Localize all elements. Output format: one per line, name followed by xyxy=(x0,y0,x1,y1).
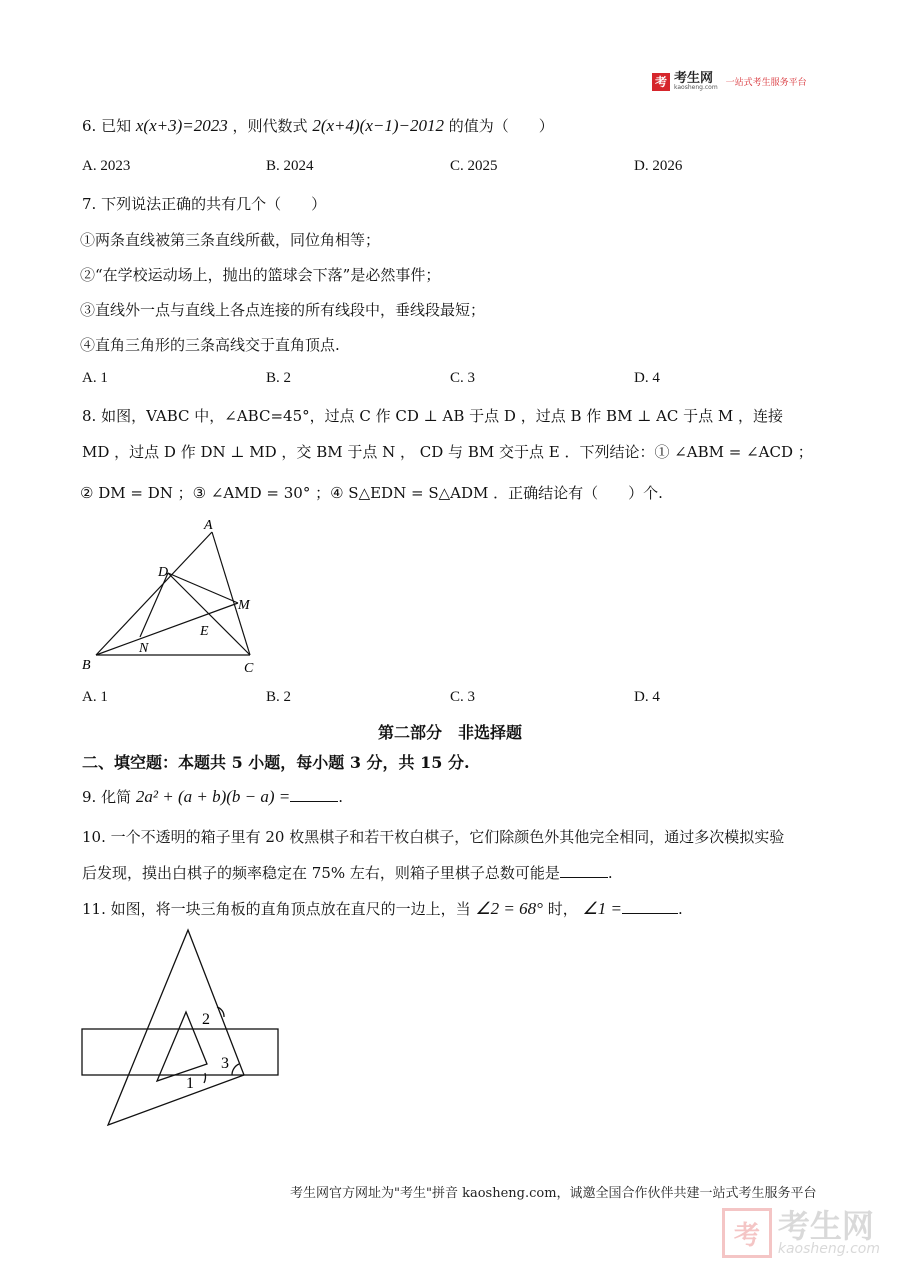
q7-option-a: A. 1 xyxy=(82,370,108,386)
q7-option-c: C. 3 xyxy=(450,370,476,386)
segment-ba xyxy=(96,532,212,655)
q6-expression: 2(x+4)(x−1)−2012 xyxy=(312,116,444,135)
q7-option-d: D. 4 xyxy=(634,370,660,386)
label-e: E xyxy=(200,624,209,639)
q10-line-1: 10. 一个不透明的箱子里有 20 枚黑棋子和若干枚白棋子，它们除颜色外其他完全相同，通过多次模拟实验 xyxy=(82,828,785,846)
logo-icon: 考 xyxy=(652,73,670,91)
label-c: C xyxy=(244,661,254,676)
q7-statement-2: ②“在学校运动场上，抛出的篮球会下落”是必然事件； xyxy=(80,266,441,284)
logo-slogan: 一站式考生服务平台 xyxy=(725,78,807,88)
segment-dn xyxy=(140,573,168,637)
q11-figure xyxy=(78,925,288,1135)
label-m: M xyxy=(238,598,250,613)
triangle-outer xyxy=(108,930,244,1125)
q10-answer-blank xyxy=(560,863,608,878)
q8-line-1: 8. 如图，VABC 中，∠ABC=45°，过点 C 作 CD ⊥ AB 于点 D ，过点 B 作 BM ⊥ AC 于点 M ，连接 xyxy=(82,407,784,425)
q7-statement-4: ④直角三角形的三条高线交于直角顶点. xyxy=(80,336,340,354)
header-logo xyxy=(652,72,807,91)
q6-option-b: B. 2024 xyxy=(266,158,314,174)
label-d: D xyxy=(158,565,169,580)
q8-line-2: MD ，过点 D 作 DN ⊥ MD ，交 BM 于点 N ， CD 与 BM 交于点 E ．下列结论：① ∠ABM = ∠ACD ； xyxy=(82,443,813,461)
q8-line-3: ② DM = DN ；③ ∠AMD = 30° ；④ S△EDN = S△ADM ．正确结论有（ ）个. xyxy=(80,484,663,502)
label-n: N xyxy=(139,641,149,656)
q8-option-b: B. 2 xyxy=(266,689,292,705)
question-11: 11. 如图，将一块三角板的直角顶点放在直尺的一边上，当 ∠2 = 68° 时， ∠1 = . xyxy=(82,899,683,918)
angle-label-1: 1 xyxy=(186,1075,194,1092)
watermark-name: 考生网 xyxy=(777,1207,874,1245)
angle-label-3: 3 xyxy=(221,1055,229,1072)
q11-condition: ∠2 = 68° xyxy=(475,899,543,918)
q7-statement-1: ①两条直线被第三条直线所截，同位角相等； xyxy=(80,231,381,249)
q6-condition: x(x+3)=2023 xyxy=(135,116,228,135)
triangle-inner xyxy=(157,1012,207,1081)
question-9: 9. 化简 2a² + (a + b)(b − a) = . xyxy=(82,787,344,806)
q8-option-a: A. 1 xyxy=(82,689,108,705)
q7-option-b: B. 2 xyxy=(266,370,292,386)
question-6-stem: 6. 已知 x(x+3)=2023 ，则代数式 2(x+4)(x−1)−2012 的值为（ ） xyxy=(82,116,554,135)
logo-name: 考生网 xyxy=(674,71,714,86)
q11-answer-blank xyxy=(622,899,678,914)
q10-line-2: 后发现，摸出白棋子的频率稳定在 75% 左右，则箱子里棋子总数可能是 . xyxy=(82,864,613,882)
watermark-logo-icon: 考 xyxy=(722,1208,772,1258)
part2-title: 第二部分 非选择题 xyxy=(377,723,522,742)
q8-option-c: C. 3 xyxy=(450,689,476,705)
q6-option-a: A. 2023 xyxy=(82,158,131,174)
ruler xyxy=(82,1029,278,1075)
q11-ask: ∠1 = xyxy=(582,899,622,918)
q6-option-d: D. 2026 xyxy=(634,158,683,174)
watermark-url: kaosheng.com xyxy=(777,1241,880,1257)
segment-bm xyxy=(96,603,238,655)
q6-option-c: C. 2025 xyxy=(450,158,498,174)
q8-figure xyxy=(78,515,278,680)
part2-section-heading: 二、填空题：本题共 5 小题，每小题 3 分，共 15 分. xyxy=(82,753,470,772)
angle-3-arc xyxy=(232,1064,239,1075)
logo-url: kaosheng.com xyxy=(674,84,718,91)
q9-expression: 2a² + (a + b)(b − a) = xyxy=(135,787,291,806)
q8-option-d: D. 4 xyxy=(634,689,660,705)
label-b: B xyxy=(82,658,91,673)
segment-dm xyxy=(168,573,238,603)
q7-statement-3: ③直线外一点与直线上各点连接的所有线段中，垂线段最短； xyxy=(80,301,486,319)
q9-answer-blank xyxy=(290,787,338,802)
question-7-stem: 7. 下列说法正确的共有几个（ ） xyxy=(82,195,327,213)
label-a: A xyxy=(204,518,213,533)
footer-text: 考生网官方网址为"考生"拼音 kaosheng.com，诚邀全国合作伙伴共建一站式考生服务平台 xyxy=(290,1186,817,1201)
watermark xyxy=(722,1208,880,1258)
angle-label-2: 2 xyxy=(202,1011,210,1028)
